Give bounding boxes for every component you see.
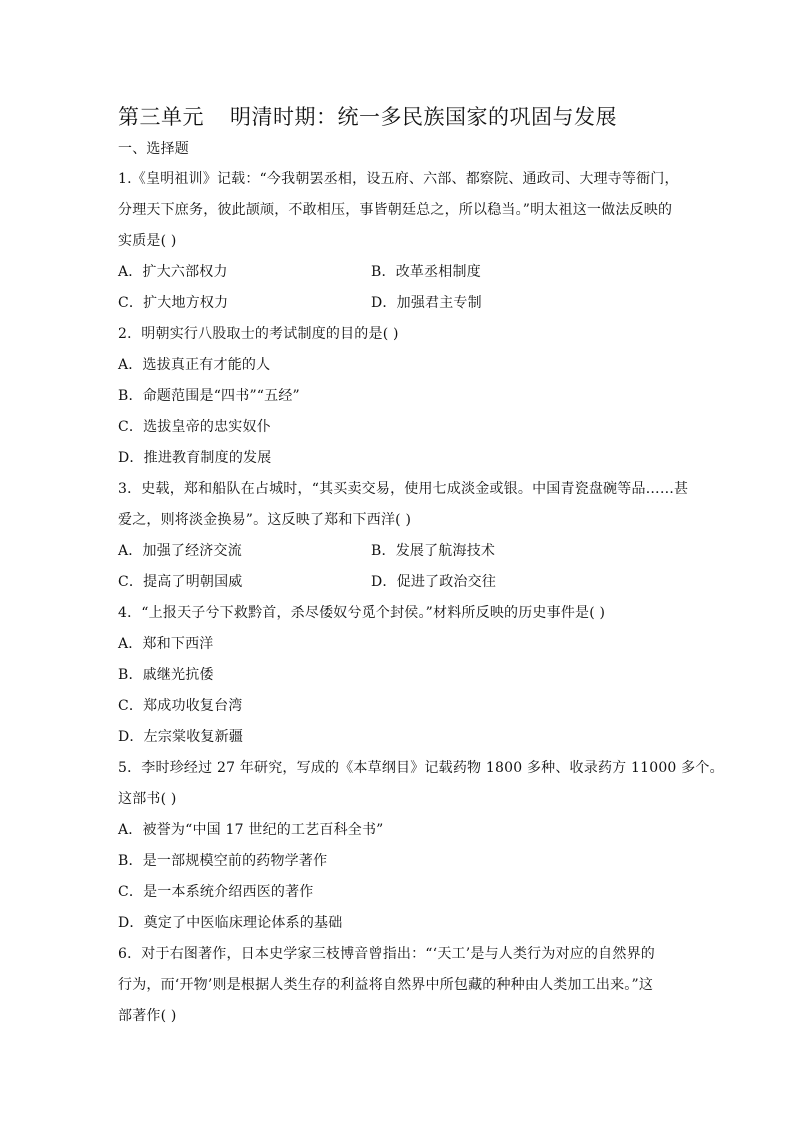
question-3-option-a: A．加强了经济交流 [118,543,242,559]
question-1-option-c: C．扩大地方权力 [118,295,229,311]
question-4-option-d: D．左宗棠收复新疆 [118,729,244,745]
question-4-option-c: C．郑成功收复台湾 [118,698,243,714]
question-1-option-b: B．改革丞相制度 [371,264,481,280]
question-1-line-1: 1.《皇明祖训》记载：“今我朝罢丞相，设五府、六部、都察院、通政司、大理寺等衙门， [118,171,679,187]
question-6-line-3: 部著作( ) [118,1008,177,1024]
page-title [118,102,617,132]
unit-topic: 明清时期：统一多民族国家的巩固与发展 [230,105,617,129]
question-1-option-d: D．加强君主专制 [371,295,482,311]
question-1-line-2: 分理天下庶务，彼此颉颃，不敢相压，事皆朝廷总之，所以稳当。”明太祖这一做法反映的 [118,202,673,218]
question-3-option-c: C．提高了明朝国威 [118,574,243,590]
question-5-option-b: B．是一部规模空前的药物学著作 [118,853,328,869]
question-2-option-c: C．选拔皇帝的忠实奴仆 [118,419,271,435]
question-3-option-d: D．促进了政治交往 [371,574,497,590]
question-5-line-1: 5．李时珍经过 27 年研究，写成的《本草纲目》记载药物 1800 多种、收录药方 11000 多个。 [118,760,724,776]
question-5-line-2: 这部书( ) [118,791,177,807]
question-5-option-a: A．被誉为“中国 17 世纪的工艺百科全书” [118,822,384,838]
question-2-option-d: D．推进教育制度的发展 [118,450,272,466]
unit-label: 第三单元 [118,105,204,129]
question-2-option-b: B．命题范围是“四书”“五经” [118,388,300,404]
question-5-option-d: D．奠定了中医临床理论体系的基础 [118,915,343,931]
section-heading: 一、选择题 [118,141,189,157]
question-2-line-1: 2．明朝实行八股取士的考试制度的目的是( ) [118,326,399,342]
question-6-line-2: 行为，而‘开物’则是根据人类生存的利益将自然界中所包藏的种种由人类加工出来。”这 [118,977,654,993]
question-1-option-a: A．扩大六部权力 [118,264,228,280]
question-4-option-b: B．戚继光抗倭 [118,667,214,683]
question-2-option-a: A．选拔真正有才能的人 [118,357,271,373]
question-3-option-b: B．发展了航海技术 [371,543,496,559]
question-4-line-1: 4．“上报天子兮下救黔首，杀尽倭奴兮觅个封侯。”材料所反映的历史事件是( ) [118,605,606,621]
question-1-line-3: 实质是( ) [118,233,177,249]
question-5-option-c: C．是一本系统介绍西医的著作 [118,884,314,900]
question-3-line-1: 3．史载，郑和船队在占城时，“其买卖交易，使用七成淡金或银。中国青瓷盘碗等品……甚 [118,481,689,497]
question-4-option-a: A．郑和下西洋 [118,636,214,652]
question-3-line-2: 爱之，则将淡金换易”。这反映了郑和下西洋( ) [118,512,412,528]
question-6-line-1: 6．对于右图著作，日本史学家三枝博音曾指出：“‘天工’是与人类行为对应的自然界的 [118,946,655,962]
